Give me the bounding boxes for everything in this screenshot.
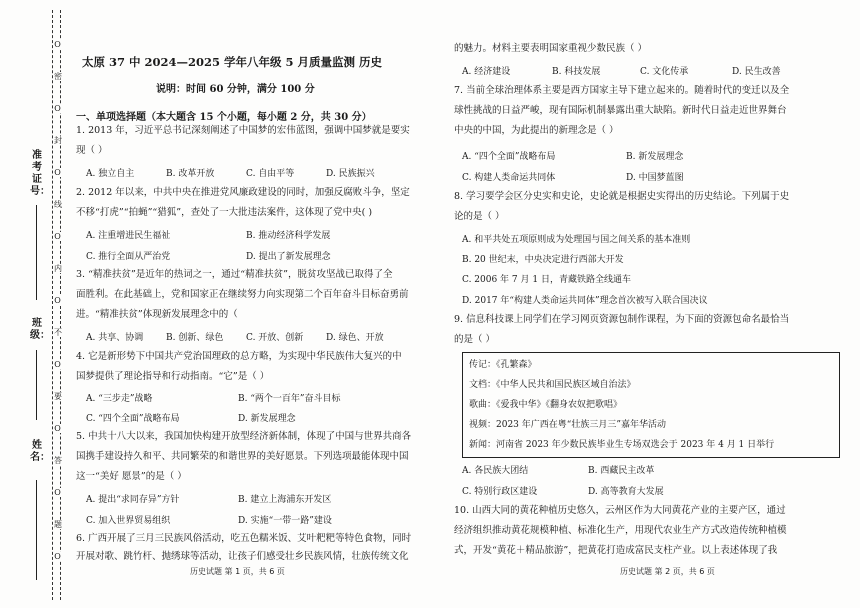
q2-option-a[interactable]: A. 注重增进民生福祉 [86,231,171,241]
footer-page-1: 历史试题 第 1 页，共 6 页 [190,567,285,576]
question-7-line-2: 球性挑战的日益严峻，现有国际机制暴露出重大缺陷。新时代日益走近世界舞台 [454,105,787,116]
exam-title: 太原 37 中 2024—2025 学年八年级 5 月质量监测 历史 [82,55,383,69]
q1-option-a[interactable]: A. 独立自主 [86,169,135,179]
seal-char: 密 [54,72,62,81]
name-blank [36,480,37,580]
question-10-line-2: 经济组织推动黄花规模种植、标准化生产，用现代农业生产方式改造传统种植模 [454,525,787,536]
question-10-line-1: 10. 山西大同的黄花种植历史悠久，云州区作为大同黄花产业的主要产区，通过 [454,505,786,516]
seal-circle-icon: O [54,296,61,305]
q3-option-d[interactable]: D. 绿色、开放 [326,333,384,343]
q5-option-c[interactable]: C. 加入世界贸易组织 [86,516,171,526]
q8-option-a[interactable]: A. 和平共处五项原则成为处理国与国之间关系的基本准则 [462,235,691,245]
seal-circle-icon: O [54,232,61,241]
seal-circle-icon: O [54,552,61,561]
question-2-line-1: 2. 2012 年以来，中共中央在推进党风廉政建设的同时，加强反腐败斗争，坚定 [76,187,410,198]
box-line-news: 新闻：河南省 2023 年少数民族毕业生专场双选会于 2023 年 4 月 1 日举行 [469,440,775,450]
q6-option-c[interactable]: C. 文化传承 [640,67,689,77]
q2-option-b[interactable]: B. 推动经济科学发展 [246,231,331,241]
q5-option-d[interactable]: D. 实施“一带一路”建设 [238,516,332,526]
seal-char: 要 [54,392,62,401]
seal-line-outer [52,10,53,600]
seal-circle-icon: O [54,488,61,497]
footer-page-2: 历史试题 第 2 页，共 6 页 [620,567,715,576]
question-2-line-2: 不移“打虎”“拍蝇”“猎狐”，查处了一大批违法案件，这体现了党中央( ) [76,207,373,218]
seal-circle-icon: O [54,104,61,113]
seal-char: 题 [54,520,62,529]
q9-option-d[interactable]: D. 高等教育大发展 [588,487,664,497]
q9-option-b[interactable]: B. 西藏民主改革 [588,466,655,476]
seal-char: 答 [54,456,62,465]
box-line-video: 视频：2023 年广西在粤“壮族三月三”嘉年华活动 [469,420,666,430]
question-1-line-1: 1. 2013 年，习近平总书记深刻阐述了中国梦的宏伟蓝图，强调中国梦就是要实 [76,125,410,136]
q4-option-a[interactable]: A. “三步走”战略 [86,394,153,404]
q7-option-a[interactable]: A. “四个全面”战略布局 [462,152,556,162]
class-label: 班级： [30,318,50,341]
question-1-line-2: 现（ ） [76,145,108,156]
seal-circle-icon: O [54,360,61,369]
seal-char: 不 [54,328,62,337]
q7-option-c[interactable]: C. 构建人类命运共同体 [462,173,556,183]
seal-circle-icon: O [54,40,61,49]
resource-pack-box [462,352,840,458]
section-heading: 一、单项选择题（本大题含 15 个小题，每小题 2 分，共 30 分） [76,112,372,123]
question-10-line-3: 式，开发“黄花＋精品旅游”，把黄花打造成富民支柱产业。以上表述体现了我 [454,545,778,556]
q8-option-b[interactable]: B. 20 世纪末，中央决定进行西部大开发 [462,255,624,265]
question-6-line-2: 开展对歌、跳竹杆、抛绣球等活动，让孩子们感受壮乡民族风情，壮族传统文化 [76,551,409,562]
question-3-line-1: 3. “精准扶贫”是近年的热词之一，通过“精准扶贫”，脱贫攻坚战已取得了全 [76,269,393,280]
question-7-line-1: 7. 当前全球治理体系主要是西方国家主导下建立起来的。随着时代的变迁以及全 [454,85,790,96]
q2-option-d[interactable]: D. 提出了新发展理念 [246,252,331,262]
q3-option-c[interactable]: C. 开放、创新 [246,333,304,343]
seal-char: 线 [54,200,62,209]
q5-option-a[interactable]: A. 提出“求同存异”方针 [86,495,180,505]
exam-instructions: 说明：时间 60 分钟，满分 100 分 [156,84,315,95]
class-blank [36,350,37,420]
question-5-line-3: 这一“美好 愿景”的是（ ） [76,471,187,482]
q4-option-c[interactable]: C. “四个全面”战略布局 [86,414,180,424]
name-label: 姓名： [30,440,50,463]
seal-char: 封 [54,136,62,145]
exam-number-label: 准考证号： [30,150,50,197]
q3-option-a[interactable]: A. 共享、协调 [86,333,144,343]
q1-option-c[interactable]: C. 自由平等 [246,169,295,179]
seal-circle-icon: O [54,424,61,433]
binding-margin [0,0,64,608]
q2-option-c[interactable]: C. 推行全面从严治党 [86,252,171,262]
question-7-line-3: 中央的中国，为此提出的新理念是（ ） [454,125,619,136]
q7-option-d[interactable]: D. 中国梦蓝图 [626,173,684,183]
box-line-songs: 歌曲：《爱我中华》《翻身农奴把歌唱》 [469,400,623,410]
q1-option-b[interactable]: B. 改革开放 [166,169,215,179]
question-9-line-2: 的是（ ） [454,334,496,345]
question-5-line-2: 国携手建设持久和平、共同繁荣的和谐世界的美好愿景。下列选项最能体现中国 [76,451,409,462]
question-6-continued: 的魅力。材料主要表明国家重视少数民族（ ） [454,43,648,54]
q4-option-b[interactable]: B. “两个一百年”奋斗目标 [238,394,341,404]
question-4-line-1: 4. 它是新形势下中国共产党治国理政的总方略，为实现中华民族伟大复兴的中 [76,351,402,362]
q3-option-b[interactable]: B. 创新、绿色 [166,333,224,343]
question-6-line-1: 6. 广西开展了三月三民族风俗活动，吃五色糯米饭、艾叶粑粑等特色食物，同时 [76,533,412,544]
q9-option-a[interactable]: A. 各民族大团结 [462,466,529,476]
exam-number-blank [36,205,37,300]
question-4-line-2: 国梦提供了理论指导和行动指南。“它”是（ ） [76,371,270,382]
seal-circle-icon: O [54,168,61,177]
box-line-document: 文档：《中华人民共和国民族区域自治法》 [469,380,636,390]
q1-option-d[interactable]: D. 民族振兴 [326,169,375,179]
q6-option-a[interactable]: A. 经济建设 [462,67,511,77]
box-line-biography: 传记：《孔繁森》 [469,360,537,370]
question-8-line-1: 8. 学习要学会区分史实和史论，史论就是根据史实得出的历史结论。下列属于史 [454,191,790,202]
question-3-line-3: 进。“精准扶贫”体现新发展理念中的（ [76,309,238,320]
question-3-line-2: 面胜利。在此基础上，党和国家正在继续努力向实现第二个百年奋斗目标奋勇前 [76,289,409,300]
q8-option-c[interactable]: C. 2006 年 7 月 1 日，青藏铁路全线通车 [462,275,631,285]
question-5-line-1: 5. 中共十八大以来，我国加快构建开放型经济新体制，体现了中国与世界共商各 [76,431,412,442]
q9-option-c[interactable]: C. 特别行政区建设 [462,487,538,497]
q6-option-b[interactable]: B. 科技发展 [552,67,601,77]
q4-option-d[interactable]: D. 新发展理念 [238,414,296,424]
q7-option-b[interactable]: B. 新发展理念 [626,152,684,162]
seal-char: 内 [54,264,62,273]
q6-option-d[interactable]: D. 民生改善 [732,67,781,77]
question-8-line-2: 论的是（ ） [454,211,505,222]
q5-option-b[interactable]: B. 建立上海浦东开发区 [238,495,332,505]
question-9-line-1: 9. 信息科技课上同学们在学习网页资源包制作课程，为下面的资源包命名最恰当 [454,314,790,325]
seal-line-inner [60,10,61,600]
q8-option-d[interactable]: D. 2017 年“构建人类命运共同体”理念首次被写入联合国决议 [462,296,708,306]
